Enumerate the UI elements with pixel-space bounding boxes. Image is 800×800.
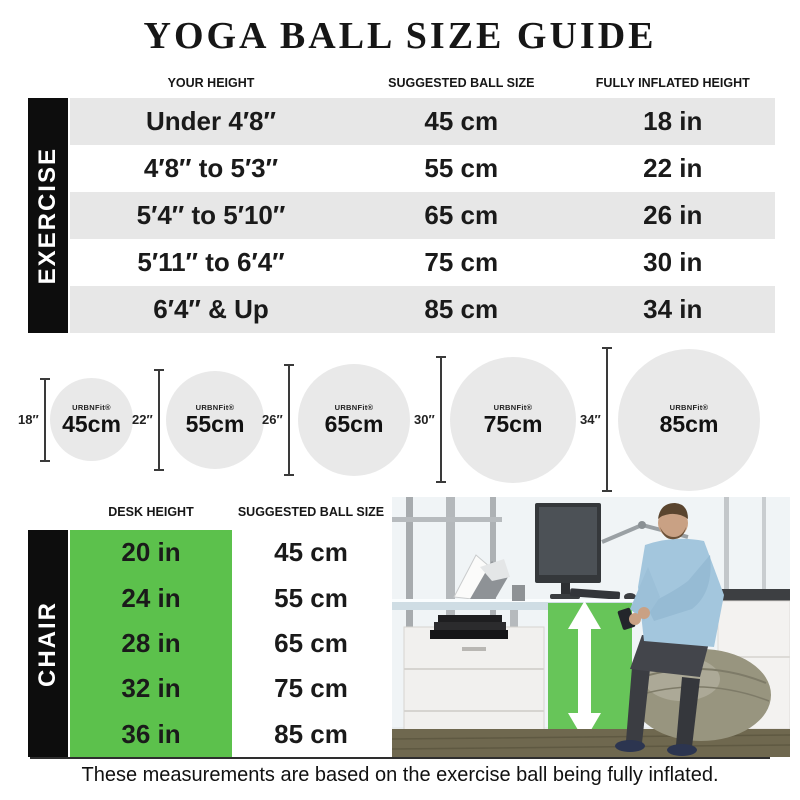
drawer-handle <box>462 647 486 651</box>
measure-line-icon <box>440 356 442 483</box>
measure-label: 22″ <box>132 412 153 427</box>
page-title: YOGA BALL SIZE GUIDE <box>143 15 657 57</box>
desk-height-cell: 32 in <box>121 673 181 704</box>
ball-circle <box>50 378 133 461</box>
footer-caption: These measurements are based on the exercise ball being fully inflated. <box>81 764 719 786</box>
measure-line-icon <box>44 378 46 462</box>
window-mullion <box>762 497 766 592</box>
inflated-height-cell: 30 in <box>643 247 703 277</box>
height-cell: 6′4″ & Up <box>153 294 269 324</box>
height-cell: 4′8″ to 5′3″ <box>143 153 279 183</box>
ball-size-cell: 45 cm <box>274 537 348 568</box>
office-photo-illustration <box>392 497 790 757</box>
lamp-joint <box>638 521 646 529</box>
table-row <box>70 98 775 145</box>
book <box>430 630 508 639</box>
header-fully-inflated-height: FULLY INFLATED HEIGHT <box>595 76 750 90</box>
ball-circle <box>618 349 760 491</box>
measure-label: 30″ <box>414 412 435 427</box>
ball-size-label: 75cm <box>483 411 543 438</box>
inflated-height-cell: 26 in <box>643 200 703 230</box>
counter-edge <box>718 589 790 601</box>
header-your-height: YOUR HEIGHT <box>167 76 255 90</box>
height-cell: 5′4″ to 5′10″ <box>136 200 286 230</box>
brand-logo: URBNFit® <box>334 403 374 413</box>
ball-size-cell: 85 cm <box>274 718 348 749</box>
exercise-table <box>70 98 775 333</box>
ball-size-cell: 45 cm <box>424 106 499 136</box>
desk-height-cell: 28 in <box>121 627 181 658</box>
ball-size-label: 65cm <box>324 411 384 438</box>
man-shoe <box>615 740 645 752</box>
header-suggested-ball-size: SUGGESTED BALL SIZE <box>388 76 535 90</box>
header-suggested-ball-size: SUGGESTED BALL SIZE <box>237 505 385 519</box>
ball-size-label: 45cm <box>62 410 121 437</box>
chair-sidebar-label: CHAIR <box>34 600 61 687</box>
inflated-height-cell: 18 in <box>643 106 703 136</box>
header-desk-height: DESK HEIGHT <box>108 505 194 519</box>
brand-logo: URBNFit® <box>195 403 235 413</box>
footer-divider <box>30 757 770 759</box>
ball-size-label: 85cm <box>659 411 719 438</box>
ball-size-label: 55cm <box>185 411 245 438</box>
exercise-sidebar-label: EXERCISE <box>34 146 61 285</box>
ball-circle <box>298 364 410 476</box>
inflated-height-cell: 22 in <box>643 153 703 183</box>
monitor-screen <box>539 507 597 575</box>
window-crossbar <box>392 517 502 522</box>
desk-height-cell: 36 in <box>121 718 181 749</box>
office-photo <box>392 497 790 757</box>
measure-label: 26″ <box>262 412 283 427</box>
desk-height-cell: 24 in <box>121 582 181 613</box>
chair-sidebar <box>28 530 68 757</box>
exercise-table-headers <box>70 76 775 90</box>
ball-size-cell: 55 cm <box>274 582 348 613</box>
height-cell: 5′11″ to 6′4″ <box>137 247 285 277</box>
table-row <box>70 286 775 333</box>
exercise-sidebar <box>28 98 68 333</box>
measure-label: 34″ <box>580 412 601 427</box>
desk-height-cell: 20 in <box>121 537 181 568</box>
man-hand <box>638 607 650 619</box>
table-row <box>70 192 775 239</box>
monitor-stand <box>561 583 570 595</box>
ball-size-cell: 85 cm <box>424 294 499 324</box>
measure-line-icon <box>606 347 608 492</box>
measure-line-icon <box>288 364 290 476</box>
measure-line-icon <box>158 369 160 471</box>
chair-ball-size-column <box>232 530 390 757</box>
inflated-height-cell: 34 in <box>643 294 703 324</box>
ball-circle <box>450 357 576 483</box>
height-cell: Under 4′8″ <box>146 106 276 136</box>
brand-logo: URBNFit® <box>72 402 111 412</box>
pen-cup <box>512 585 525 601</box>
ball-size-cell: 75 cm <box>424 247 499 277</box>
table-row <box>70 239 775 286</box>
ball-size-cell: 65 cm <box>274 627 348 658</box>
measure-label: 18″ <box>18 412 39 427</box>
table-row <box>70 145 775 192</box>
window-mullion <box>724 497 729 592</box>
ball-size-cell: 55 cm <box>424 153 499 183</box>
chair-desk-height-column <box>70 530 232 757</box>
brand-logo: URBNFit® <box>493 403 533 413</box>
ball-size-cell: 65 cm <box>424 200 499 230</box>
ball-size-cell: 75 cm <box>274 673 348 704</box>
book <box>434 622 506 630</box>
man-shoe <box>667 744 697 756</box>
ball-circle <box>166 371 264 469</box>
brand-logo: URBNFit® <box>669 403 709 413</box>
book <box>438 615 502 622</box>
